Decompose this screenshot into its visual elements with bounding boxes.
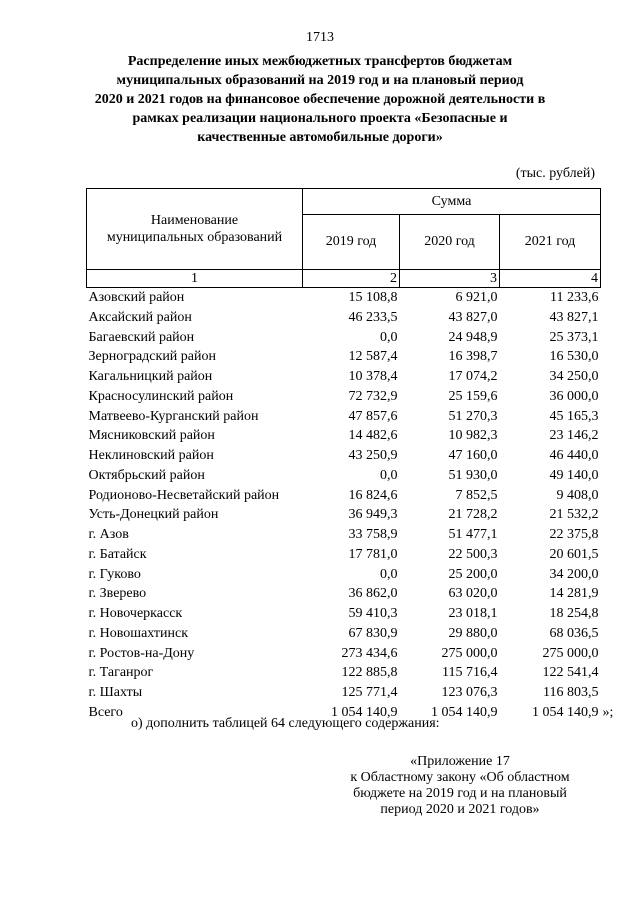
value-2019: 46 233,5 bbox=[348, 309, 398, 325]
header-name: Наименование муниципальных образований bbox=[87, 189, 303, 270]
table-row bbox=[87, 466, 601, 486]
header-sum: Сумма bbox=[303, 189, 601, 215]
table-row bbox=[87, 426, 601, 446]
title-line: качественные автомобильные дороги» bbox=[197, 130, 443, 145]
value-2021: 275 000,0 bbox=[542, 645, 599, 661]
value-2021: 43 827,1 bbox=[549, 309, 599, 325]
value-2021: 68 036,5 bbox=[549, 625, 599, 641]
municipality-name: Мясниковский район bbox=[88, 428, 215, 444]
table-row bbox=[87, 328, 601, 348]
header-year-2020: 2020 год bbox=[400, 215, 500, 270]
value-2020: 7 852,5 bbox=[455, 487, 498, 503]
value-2021: 11 233,6 bbox=[550, 290, 599, 305]
table-row bbox=[87, 407, 601, 427]
municipality-name: г. Новочеркасск bbox=[88, 606, 183, 621]
municipality-name: Азовский район bbox=[88, 290, 185, 305]
header-year-2021: 2021 год bbox=[500, 215, 601, 270]
value-2021: 18 254,8 bbox=[549, 606, 599, 621]
page-number: 1713 bbox=[306, 30, 334, 45]
municipality-name: Багаевский район bbox=[88, 329, 195, 345]
table-row bbox=[87, 565, 601, 585]
title-line: 2020 и 2021 годов на финансовое обеспечение дорожной деятельности в bbox=[94, 92, 546, 107]
header-year-2019: 2019 год bbox=[303, 215, 400, 270]
value-2020: 22 500,3 bbox=[448, 546, 498, 562]
value-2019: 36 862,0 bbox=[348, 586, 398, 602]
table-title bbox=[60, 52, 580, 147]
table-row bbox=[87, 446, 601, 466]
value-2021: 9 408,0 bbox=[556, 487, 599, 503]
value-2019: 16 824,6 bbox=[348, 487, 398, 503]
value-2020: 24 948,9 bbox=[448, 329, 498, 345]
table-row bbox=[87, 308, 601, 328]
value-2020: 25 159,6 bbox=[448, 388, 498, 404]
value-2019: 59 410,3 bbox=[348, 606, 398, 621]
value-2020: 275 000,0 bbox=[441, 645, 498, 661]
municipality-name: Красносулинский район bbox=[88, 388, 234, 404]
municipality-name: г. Шахты bbox=[88, 685, 143, 700]
value-2021: 34 250,0 bbox=[549, 369, 599, 384]
closing-quote-suffix: »; bbox=[602, 704, 614, 720]
column-number: 4 bbox=[500, 270, 601, 288]
table-row bbox=[87, 644, 601, 664]
table-row bbox=[87, 288, 601, 308]
municipality-name: Кагальницкий район bbox=[88, 369, 213, 384]
municipality-name: г. Таганрог bbox=[88, 665, 154, 681]
value-2019: 12 587,4 bbox=[348, 349, 398, 365]
value-2020: 51 930,0 bbox=[448, 467, 498, 483]
value-2021: 20 601,5 bbox=[549, 546, 599, 562]
appendix-line: к Областному закону «Об областном bbox=[350, 770, 570, 785]
value-2020: 43 827,0 bbox=[448, 309, 498, 325]
value-2019: 10 378,4 bbox=[348, 369, 398, 384]
value-2019: 273 434,6 bbox=[341, 645, 398, 661]
table-row bbox=[87, 604, 601, 624]
value-2019: 47 857,6 bbox=[348, 408, 398, 424]
value-2020: 16 398,7 bbox=[448, 349, 498, 365]
total-2021 bbox=[500, 703, 614, 723]
table-row bbox=[87, 624, 601, 644]
column-number: 1 bbox=[87, 270, 303, 288]
appendix-heading bbox=[340, 754, 580, 818]
value-2020: 123 076,3 bbox=[441, 685, 498, 700]
title-line: Распределение иных межбюджетных трансфертов бюджетам bbox=[127, 54, 513, 69]
table-row bbox=[87, 486, 601, 506]
municipality-name: Аксайский район bbox=[88, 309, 192, 325]
value-2019: 72 732,9 bbox=[348, 388, 398, 404]
value-2019: 0,0 bbox=[380, 566, 398, 582]
municipality-name: Неклиновский район bbox=[88, 448, 214, 463]
value-2021: 22 375,8 bbox=[549, 527, 599, 542]
value-2021: 25 373,1 bbox=[549, 329, 599, 345]
table-row bbox=[87, 663, 601, 683]
value-2021: 21 532,2 bbox=[549, 507, 599, 523]
value-2020: 51 270,3 bbox=[448, 408, 498, 424]
value-2021: 122 541,4 bbox=[542, 665, 599, 681]
value-2020: 10 982,3 bbox=[448, 428, 498, 444]
value-2021: 36 000,0 bbox=[549, 388, 599, 404]
municipality-name: г. Гуково bbox=[88, 566, 141, 582]
value-2020: 47 160,0 bbox=[448, 448, 498, 463]
municipality-name: Матвеево-Курганский район bbox=[88, 408, 259, 424]
table-row bbox=[87, 584, 601, 604]
value-2019: 0,0 bbox=[380, 329, 398, 345]
value-2019: 36 949,3 bbox=[348, 507, 398, 523]
table-row bbox=[87, 683, 601, 703]
value-2020: 25 200,0 bbox=[448, 566, 498, 582]
table-row bbox=[87, 545, 601, 565]
municipality-name: г. Батайск bbox=[88, 546, 147, 562]
municipality-name: г. Новошахтинск bbox=[88, 625, 189, 641]
value-2020: 29 880,0 bbox=[448, 625, 498, 641]
appendix-line: бюджете на 2019 год и на плановый bbox=[353, 786, 567, 801]
value-2020: 23 018,1 bbox=[448, 606, 498, 621]
value-2019: 125 771,4 bbox=[341, 685, 398, 700]
value-2019: 15 108,8 bbox=[348, 290, 398, 305]
appendix-line: период 2020 и 2021 годов» bbox=[380, 802, 540, 817]
value-2019: 33 758,9 bbox=[348, 527, 398, 542]
value-2021: 23 146,2 bbox=[549, 428, 599, 444]
appendix-line: «Приложение 17 bbox=[410, 754, 510, 769]
municipality-name: г. Зверево bbox=[88, 586, 147, 602]
value-2019: 14 482,6 bbox=[348, 428, 398, 444]
value-2021: 46 440,0 bbox=[549, 448, 599, 463]
municipality-name: Зерноградский район bbox=[88, 349, 216, 365]
municipality-name: Октябрьский район bbox=[88, 467, 205, 483]
value-2019: 67 830,9 bbox=[348, 625, 398, 641]
municipality-name: г. Азов bbox=[88, 527, 129, 542]
value-2020: 115 716,4 bbox=[442, 665, 498, 681]
total-2019: 1 054 140,9 bbox=[331, 704, 398, 720]
value-2020: 17 074,2 bbox=[448, 369, 498, 384]
value-2019: 43 250,9 bbox=[348, 448, 398, 463]
table-row bbox=[87, 525, 601, 545]
value-2020: 63 020,0 bbox=[448, 586, 498, 602]
addition-text: о) дополнить таблицей 64 следующего содержания: bbox=[131, 716, 440, 731]
value-2021: 49 140,0 bbox=[549, 467, 599, 483]
value-2019: 0,0 bbox=[380, 467, 398, 483]
total-label: Всего bbox=[88, 704, 123, 720]
value-2020: 21 728,2 bbox=[448, 507, 498, 523]
table-body bbox=[87, 288, 614, 723]
value-2021: 16 530,0 bbox=[549, 349, 599, 365]
value-2020: 51 477,1 bbox=[448, 527, 498, 542]
title-line: муниципальных образований на 2019 год и на плановый период bbox=[116, 73, 524, 88]
total-2020: 1 054 140,9 bbox=[431, 704, 498, 720]
value-2021: 34 200,0 bbox=[549, 566, 599, 582]
municipality-name: Родионово-Несветайский район bbox=[88, 487, 280, 503]
table-row bbox=[87, 367, 601, 387]
table-row bbox=[87, 387, 601, 407]
municipality-name: г. Ростов-на-Дону bbox=[88, 645, 195, 661]
title-line: рамках реализации национального проекта «Безопасные и bbox=[132, 111, 508, 126]
value-2020: 6 921,0 bbox=[455, 290, 498, 305]
transfers-table bbox=[86, 188, 614, 723]
column-number: 2 bbox=[303, 270, 400, 288]
table-row bbox=[87, 505, 601, 525]
total-2021-value: 1 054 140,9 bbox=[532, 704, 599, 720]
value-2021: 14 281,9 bbox=[549, 586, 599, 602]
units-label: (тыс. рублей) bbox=[515, 166, 595, 181]
value-2021: 45 165,3 bbox=[549, 408, 599, 424]
value-2019: 122 885,8 bbox=[341, 665, 398, 681]
table-row bbox=[87, 347, 601, 367]
value-2021: 116 803,5 bbox=[543, 685, 599, 700]
column-number: 3 bbox=[400, 270, 500, 288]
value-2019: 17 781,0 bbox=[348, 546, 398, 562]
column-numbers-row bbox=[87, 270, 601, 288]
municipality-name: Усть-Донецкий район bbox=[88, 507, 219, 523]
